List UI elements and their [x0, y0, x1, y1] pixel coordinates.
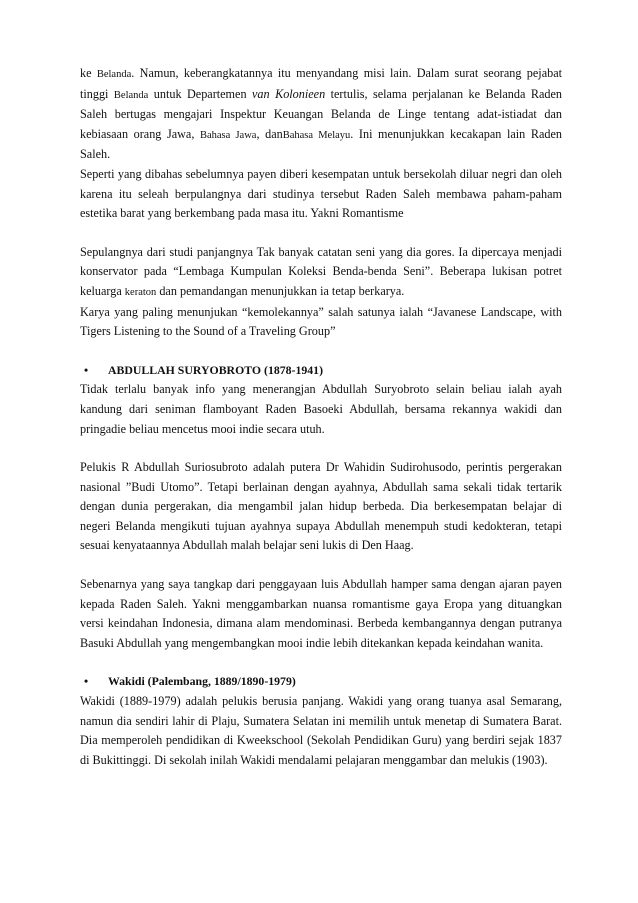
bullet-icon: •	[84, 362, 89, 377]
text-run: Sepulangnya dari studi panjangnya Tak banyak catatan seni yang dia gores. Ia dipercaya menjadi konservator pada “Lembaga Kumpulan Koleksi Benda-benda Seni”. Beberapa lukisan potret keluarga	[80, 244, 562, 298]
paragraph-abdullah-intro: Tidak terlalu banyak info yang menerangjan Abdullah Suryobroto selain beliau ialah ayah kandung dari seniman flamboyant Raden Basoeki Abdullah, bersama rekannya wakidi dan pringadie beliau mencetus mooi indie secara utuh.	[80, 382, 562, 436]
link-bahasa-jawa[interactable]: Bahasa Jawa	[199, 129, 257, 141]
paragraph-romantisme: Seperti yang dibahas sebelumnya payen diberi kesempatan untuk bersekolah diluar negri dan oleh karena itu seleah berpulangnya dari studinya tersebut Raden Saleh membawa paham-paham estetika barat yang berkembang pada masa itu. Yakni Romantisme	[80, 166, 562, 221]
paragraph-raden-saleh-mission	[80, 64, 562, 165]
link-bahasa-melayu[interactable]: Bahasa Melayu	[282, 129, 351, 141]
paragraph-wakidi-biography: Wakidi (1889-1979) adalah pelukis berusia panjang. Wakidi yang orang tuanya asal Semarang, namun dia sendiri lahir di Plaju, Sumatera Selatan ini memilih untuk menetap di Sumatera Barat. Dia memperoleh pendidikan di Kweekschool (Sekolah Pendidikan Guru) yang berdiri sejak 1837 di Bukittinggi. Di sekolah inilah Wakidi mendalami pelajaran menggambar dan melukis (1903).	[80, 694, 562, 767]
paragraph-abdullah-biography: Pelukis R Abdullah Suriosubroto adalah putera Dr Wahidin Sudirohusodo, perintis pergerakan nasional ”Budi Utomo”. Tetapi berlainan dengan ayahnya, Abdullah sama sekali tidak tertarik dengan dunia pergerakan, dia mengambil jalan hidup berbeda. Dia berkesempatan belajar di negeri Belanda mengikuti tujuan ayahnya supaya Abdullah menempuh studi kedokteran, tetapi sesuai kenyataannya Abdullah malah belajar seni lukis di Den Haag.	[80, 460, 562, 553]
text-run: dan pemandangan menunjukkan ia tetap berkarya.	[156, 283, 405, 298]
section-heading-abdullah-suryobroto	[80, 361, 562, 381]
heading-text: Wakidi (Palembang, 1889/1890-1979)	[108, 674, 296, 689]
text-run: ke	[80, 66, 97, 80]
bullet-icon: •	[84, 674, 89, 689]
text-run: , dan	[256, 126, 283, 141]
document-page	[80, 64, 562, 770]
link-belanda[interactable]: Belanda	[96, 69, 132, 80]
paragraph-konservator	[80, 243, 562, 303]
text-run: tertulis, selama perjalanan ke Belanda Raden Saleh bertugas mengajari Inspektur Keuangan Belanda de Linge tentang adat-istiadat dan kebiasaan orang Jawa,	[80, 86, 562, 141]
heading-text: ABDULLAH SURYOBROTO (1878-1941)	[108, 362, 324, 377]
section-heading-wakidi	[80, 672, 562, 692]
link-keraton[interactable]: keraton	[124, 286, 157, 298]
text-run: . Namun, keberangkatannya itu menyandang misi lain. Dalam surat seorang pejabat tinggi	[80, 66, 562, 101]
paragraph-javanese-landscape: Karya yang paling menunjukan “kemolekannya” salah satunya ialah “Javanese Landscape, with Tigers Listening to the Sound of a Traveling Group”	[80, 304, 562, 339]
paragraph-abdullah-style: Sebenarnya yang saya tangkap dari penggayaan luis Abdullah hamper sama dengan ajaran payen kepada Raden Saleh. Yakni menggambarkan nuansa romantisme gaya Eropa yang dituangkan versi keindahan Indonesia, dimana alam mendominasi. Berbeda kembangannya dengan putranya Basuki Abdullah yang mengembangkan mooi indie lebih ditekankan kepada keindahan wanita.	[80, 577, 562, 650]
text-run: untuk Departemen	[148, 86, 253, 101]
italic-van-kolonieen: van Kolonieen	[252, 86, 326, 101]
text-run: . Ini menunjukkan kecakapan lain Raden Saleh.	[80, 126, 562, 162]
link-belanda[interactable]: Belanda	[113, 89, 149, 101]
